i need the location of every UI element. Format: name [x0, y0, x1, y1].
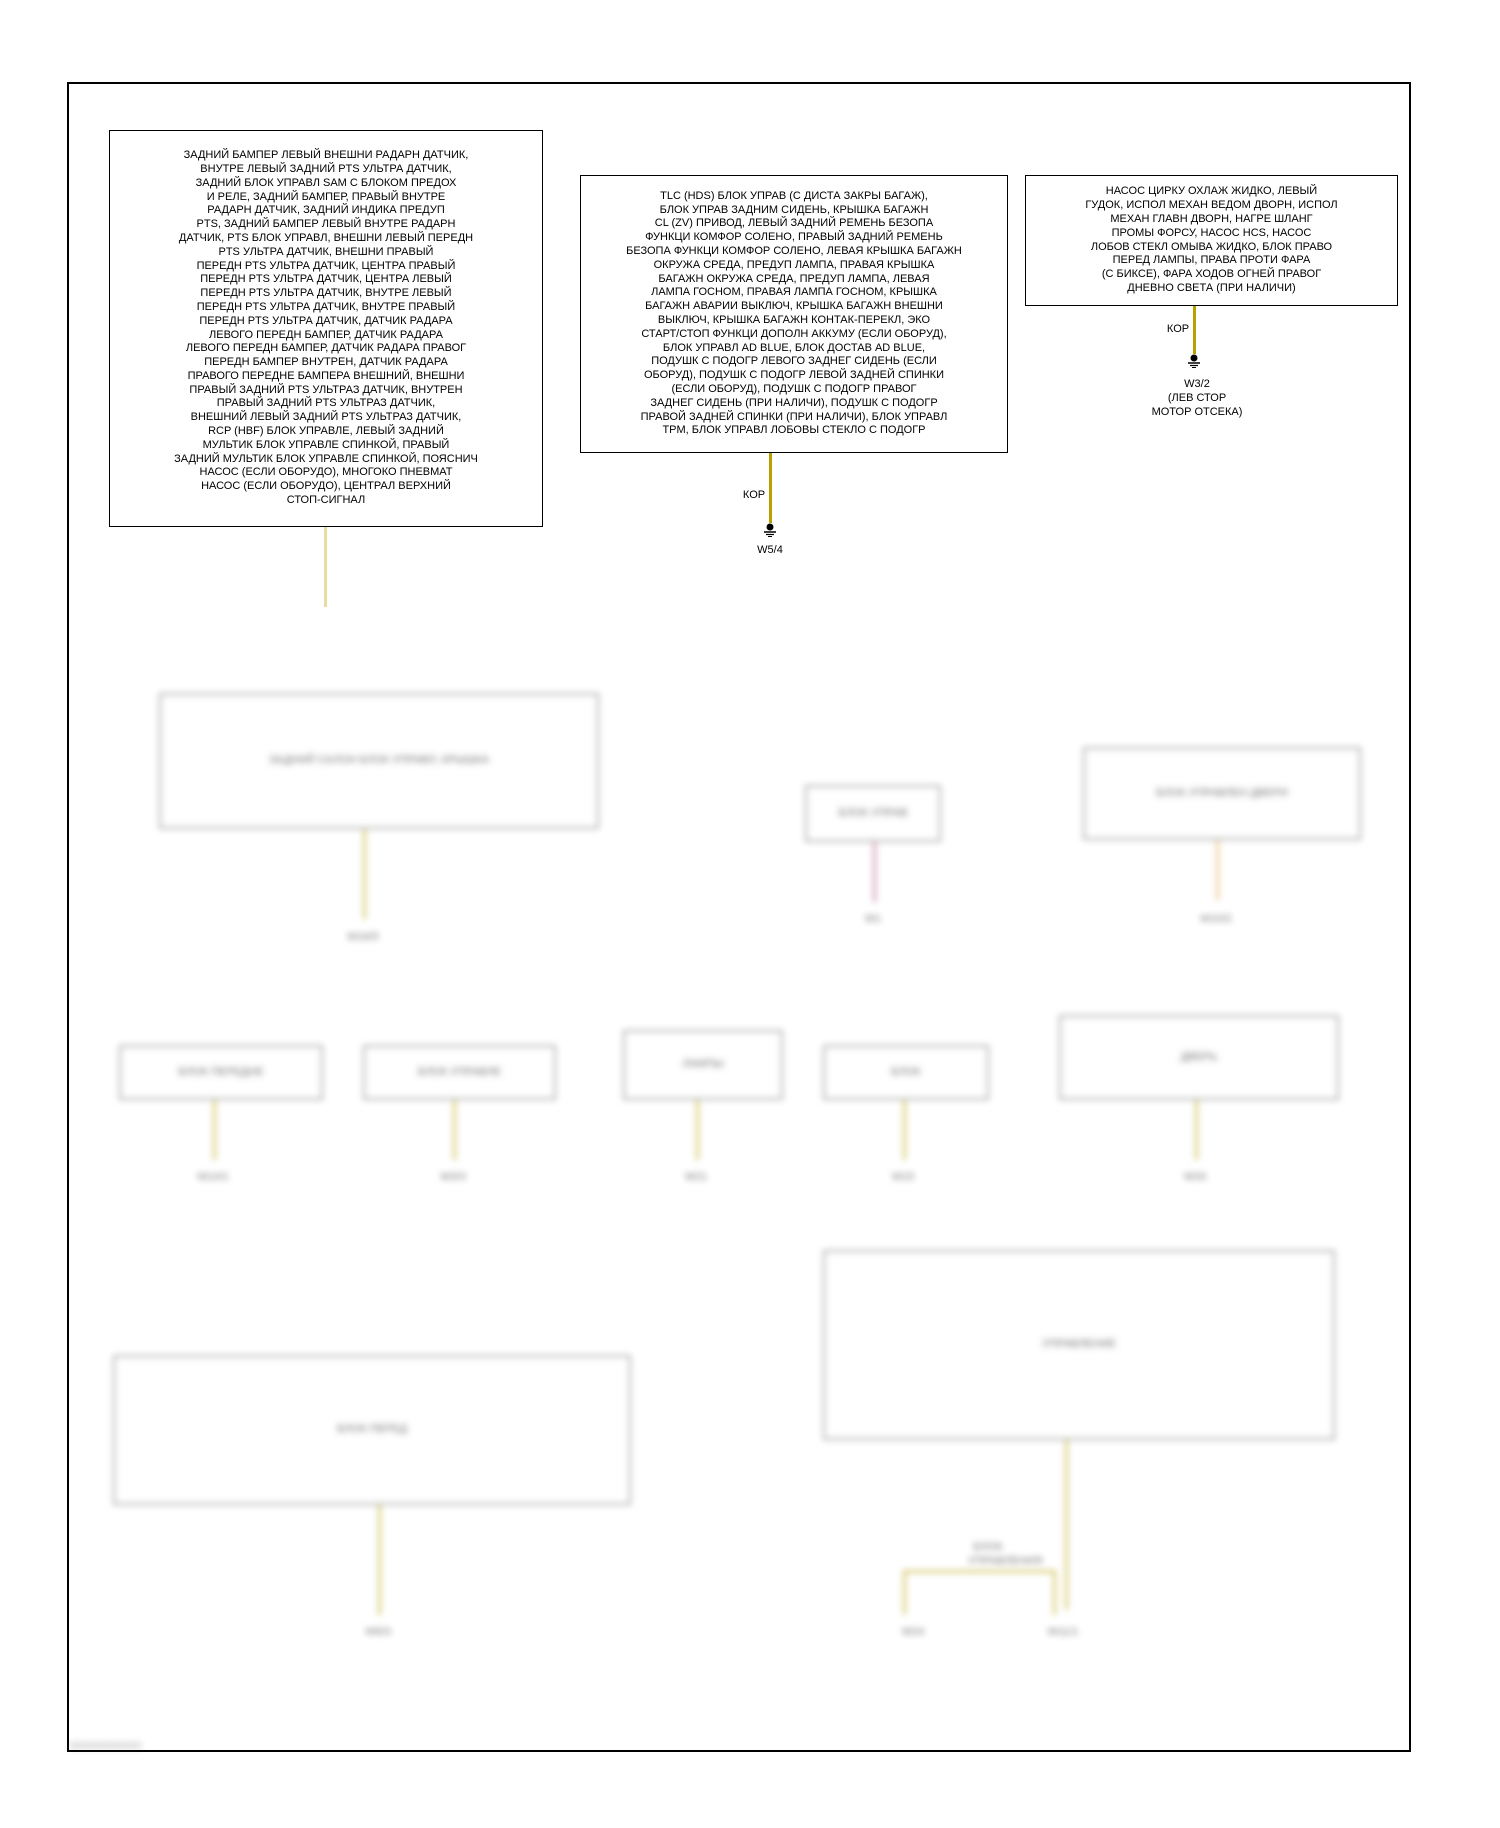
tlc-block-box: TLC (HDS) БЛОК УПРАВ (С ДИСТА ЗАКРЫ БАГАЖ), БЛОК УПРАВ ЗАДНИМ СИДЕНЬ, КРЫШКА БАГАЖН CL (ZV) ПРИВОД, ЛЕВЫЙ ЗАДНИЙ РЕМЕНЬ БЕЗОПА ФУНКЦИ КОМФОР СОЛЕНО, ПРАВЫЙ ЗАДНИЙ РЕМЕНЬ БЕЗОПА ФУНКЦИ КОМФОР СОЛЕНО, ЛЕВАЯ КРЫШКА БАГАЖН ОКРУЖА СРЕДА, ПРЕДУП ЛАМПА, ПРАВАЯ КРЫШКА БАГАЖН ОКРУЖА СРЕДА, ПРЕДУП ЛАМПА, ЛЕВАЯ ЛАМПА ГОСНОМ, ПРАВАЯ ЛАМПА ГОСНОМ, КРЫШКА БАГАЖН АВАРИИ ВЫКЛЮЧ, КРЫШКА БАГАЖН ВНЕШНИ ВЫКЛЮЧ, КРЫШКА БАГАЖН КОНТАК-ПЕРЕКЛ, ЭКО СТАРТ/СТОП ФУНКЦИ ДОПОЛН АККУМУ (ЕСЛИ ОБОРУД), БЛОК УПРАВЛ AD BLUE, БЛОК ДОСТАВ AD BLUE, ПОДУШК С ПОДОГР ЛЕВОГО ЗАДНЕГ СИДЕНЬ (ЕСЛИ ОБОРУД), ПОДУШК С ПОДОГР ЛЕВОЙ ЗАДНЕЙ СПИНКИ (ЕСЛИ ОБОРУД), ПОДУШК С ПОДОГР ПРАВОГ ЗАДНЕГ СИДЕНЬ (ПРИ НАЛИЧИ), ПОДУШК С ПОДОГР ПРАВОЙ ЗАДНЕЙ СПИНКИ (ПРИ НАЛИЧИ), БЛОК УПРАВЛ TPM, БЛОК УПРАВЛ ЛОБОВЫ СТЕКЛО С ПОДОГР	[580, 175, 1008, 453]
blurred-box: БЛОК ПЕРЕДНЕ	[119, 1045, 323, 1100]
wire-pump	[1193, 306, 1196, 354]
ground-icon	[1187, 354, 1201, 368]
blurred-label: W14/1	[197, 1171, 229, 1183]
rear-bumper-box: ЗАДНИЙ БАМПЕР ЛЕВЫЙ ВНЕШНИ РАДАРН ДАТЧИК, ВНУТРЕ ЛЕВЫЙ ЗАДНИЙ PTS УЛЬТРА ДАТЧИК, ЗАДНИЙ БЛОК УПРАВЛ SAM С БЛОКОМ ПРЕДОХ И РЕЛЕ, ЗАДНИЙ БАМПЕР, ПРАВЫЙ ВНУТРЕ РАДАРН ДАТЧИК, ЗАДНИЙ ИНДИКА ПРЕДУП PTS, ЗАДНИЙ БАМПЕР ЛЕВЫЙ ВНУТРЕ РАДАРН ДАТЧИК, PTS БЛОК УПРАВЛ, ВНЕШНИ ЛЕВЫЙ ПЕРЕДН PTS УЛЬТРА ДАТЧИК, ВНЕШНИ ПРАВЫЙ ПЕРЕДН PTS УЛЬТРА ДАТЧИК, ЦЕНТРА ПРАВЫЙ ПЕРЕДН PTS УЛЬТРА ДАТЧИК, ЦЕНТРА ЛЕВЫЙ ПЕРЕДН PTS УЛЬТРА ДАТЧИК, ВНУТРЕ ЛЕВЫЙ ПЕРЕДН PTS УЛЬТРА ДАТЧИК, ВНУТРЕ ПРАВЫЙ ПЕРЕДН PTS УЛЬТРА ДАТЧИК, ДАТЧИК РАДАРА ЛЕВОГО ПЕРЕДН БАМПЕР, ДАТЧИК РАДАРА ЛЕВОГО ПЕРЕДН БАМПЕР, ДАТЧИК РАДАРА ПРАВОГ ПЕРЕДН БАМПЕР ВНУТРЕН, ДАТЧИК РАДАРА ПРАВОГО ПЕРЕДНЕ БАМПЕРА ВНЕШНИЙ, ВНЕШНИ ПРАВЫЙ ЗАДНИЙ PTS УЛЬТРАЗ ДАТЧИК, ВНУТРЕН ПРАВЫЙ ЗАДНИЙ PTS УЛЬТРАЗ ДАТЧИК, ВНЕШНИЙ ЛЕВЫЙ ЗАДНИЙ PTS УЛЬТРАЗ ДАТЧИК, RCP (HBF) БЛОК УПРАВЛЕ, ЛЕВЫЙ ЗАДНИЙ МУЛЬТИК БЛОК УПРАВЛЕ СПИНКОЙ, ПРАВЫЙ ЗАДНИЙ МУЛЬТИК БЛОК УПРАВЛЕ СПИНКОЙ, ПОЯСНИЧ НАСОС (ЕСЛИ ОБОРУДО), МНОГОКО ПНЕВМАТ НАСОС (ЕСЛИ ОБОРУДО), ЦЕНТРАЛ ВЕРХНИЙ СТОП-СИГНАЛ	[109, 130, 543, 527]
blurred-region	[63, 550, 1415, 1760]
blurred-wire	[378, 1505, 381, 1615]
blurred-wire	[873, 842, 876, 902]
watermark: 0000000000000	[69, 1741, 142, 1752]
blurred-label: W3/3	[440, 1171, 466, 1183]
pump-block-box: НАСОС ЦИРКУ ОХЛАЖ ЖИДКО, ЛЕВЫЙ ГУДОК, ИСПОЛ МЕХАН ВЕДОМ ДВОРН, ИСПОЛ МЕХАН ГЛАВН ДВОРН, НАГРЕ ШЛАНГ ПРОМЫ ФОРСУ, НАСОС HCS, НАСОС ЛОБОВ СТЕКЛ ОМЫВА ЖИДКО, БЛОК ПРАВО ПЕРЕД ЛАМПЫ, ПРАВА ПРОТИ ФАРА (С БИКСЕ), ФАРА ХОДОВ ОГНЕЙ ПРАВОГ ДНЕВНО СВЕТА (ПРИ НАЛИЧИ)	[1025, 175, 1398, 306]
wire-label-kor-2: КОР	[1166, 323, 1190, 335]
blurred-box: ДВЕРЬ	[1059, 1015, 1339, 1100]
blurred-box: ЗАДНИЙ САЛОН БЛОК УПРАВЛ, КРЫШКА	[159, 693, 599, 829]
blurred-wire	[903, 1570, 1053, 1573]
blurred-box: ЛАМПЫ	[623, 1030, 783, 1100]
blurred-label: W33	[1183, 1171, 1207, 1183]
blurred-box: БЛОК УПРАВ	[805, 785, 941, 842]
blurred-label: W10/2	[1200, 913, 1232, 925]
blurred-box: БЛОК	[823, 1045, 989, 1100]
blurred-box: БЛОК УПРАВЛЕ	[363, 1045, 556, 1100]
blurred-label: W15	[891, 1171, 915, 1183]
blurred-label: W21	[684, 1171, 708, 1183]
blurred-wire	[363, 829, 366, 919]
ground-label-w3-2: W3/2 (ЛЕВ СТОР МОТОР ОТСЕКА)	[1151, 378, 1243, 418]
blurred-box: БЛОК ПЕРЕД	[113, 1355, 631, 1505]
blurred-label: W9/3	[365, 1626, 391, 1638]
blurred-wire	[1216, 840, 1219, 900]
blurred-box: БЛОК УПРАВЛЕН ДВЕРИ	[1083, 747, 1361, 840]
blurred-label: W1	[864, 913, 882, 925]
blurred-label: W11/1	[1047, 1626, 1079, 1638]
blurred-wire	[1053, 1570, 1056, 1615]
blurred-wire	[903, 1100, 906, 1160]
blurred-wire	[1065, 1440, 1068, 1610]
blurred-wire	[696, 1100, 699, 1160]
blurred-wire	[903, 1570, 906, 1615]
blurred-wire	[453, 1100, 456, 1160]
blurred-label: W24	[901, 1626, 925, 1638]
ground-icon	[763, 523, 777, 537]
blurred-box: УПРАВЛЕНИЕ	[823, 1250, 1335, 1440]
blurred-wire	[213, 1100, 216, 1160]
blurred-label: БЛОК УПРАВЛЕНИЯ	[968, 1541, 1043, 1567]
wire-label-kor: КОР	[742, 489, 766, 501]
wire-tlc	[769, 453, 772, 523]
blurred-label: W16/5	[347, 931, 379, 943]
blurred-wire	[1195, 1100, 1198, 1160]
ground-label-w5-4: W5/4	[757, 544, 783, 556]
